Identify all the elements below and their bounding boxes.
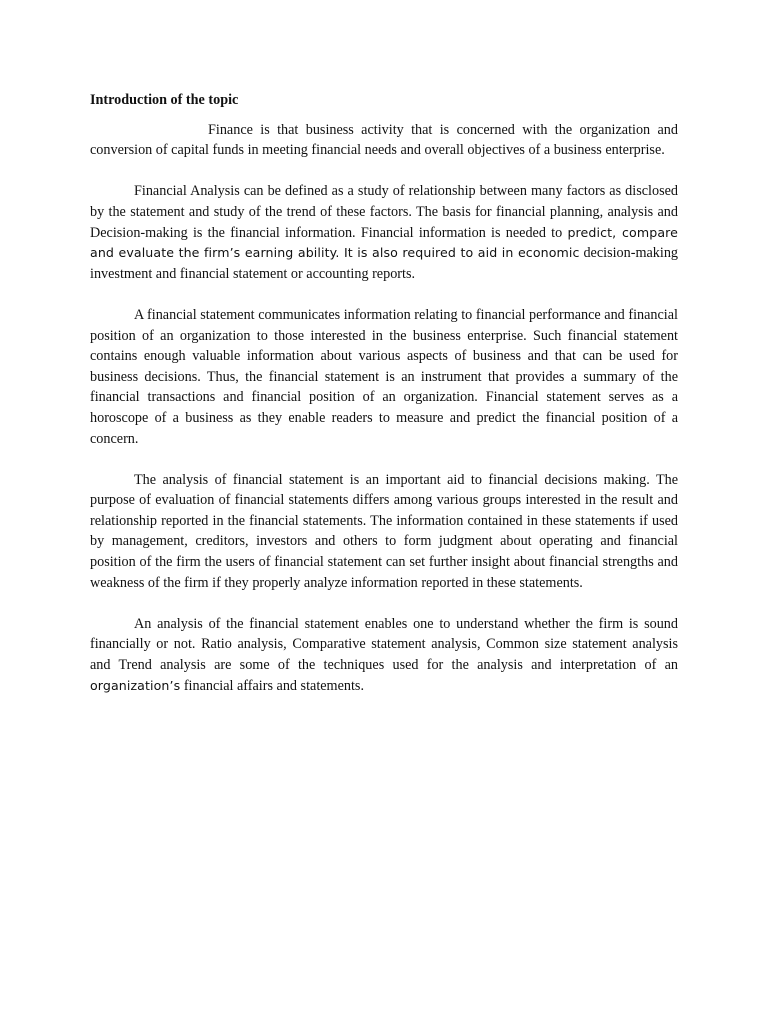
section-heading: Introduction of the topic bbox=[90, 92, 239, 108]
document-page bbox=[90, 90, 678, 717]
paragraph-analysis-techniques bbox=[90, 614, 678, 696]
paragraph-financial-analysis-text-2: predict, compare and evaluate the firm’s earning ability. It is also required to aid in economic bbox=[90, 224, 678, 261]
paragraph-analysis-techniques-text-2: organization’s bbox=[90, 677, 181, 693]
paragraph-financial-analysis-text-3: decision-making investment and financial statement or accounting reports. bbox=[90, 245, 679, 282]
paragraph-statement-analysis: The analysis of financial statement is an important aid to financial decisions making. The purpose of evaluation of financial statements differs among various groups interested in the result and relationship reported in the financial statements. The information contained in these statements if used by management, creditors, investors and others to form judgment about operating and financial position of the firm the users of financial statement can set further insight about financial strengths and weakness of the firm if they properly analyze information reported in these statements. bbox=[90, 471, 678, 591]
paragraph-financial-analysis bbox=[90, 181, 678, 284]
paragraph-financial-analysis-text-1: Financial Analysis can be defined as a study of relationship between many factors as disclosed by the statement and study of the trend of these factors. The basis for financial planning, analysis and Decision-making is the financial information. Financial information is needed to bbox=[90, 183, 678, 241]
paragraph-finance-definition: Finance is that business activity that is concerned with the organization and conversion of capital funds in meeting financial needs and overall objectives of a business enterprise. bbox=[90, 121, 678, 159]
paragraph-analysis-techniques-text-1: An analysis of the financial statement enables one to understand whether the firm is sound financially or not. Ratio analysis, Comparative statement analysis, Common size statement analysis and Trend analysis are some of the techniques used for the analysis and interpretation of an bbox=[90, 615, 678, 674]
paragraph-analysis-techniques-text-3: financial affairs and statements. bbox=[180, 677, 364, 694]
paragraph-financial-statement: A financial statement communicates information relating to financial performance and financial position of an organization to those interested in the business enterprise. Such financial statement contains enough valuable information about various aspects of business and that can be used for business decisions. Thus, the financial statement is an instrument that provides a summary of the financial transactions and financial position of an organization. Financial statement serves as a horoscope of a business as they enable readers to measure and predict the financial position of a concern. bbox=[90, 306, 678, 447]
